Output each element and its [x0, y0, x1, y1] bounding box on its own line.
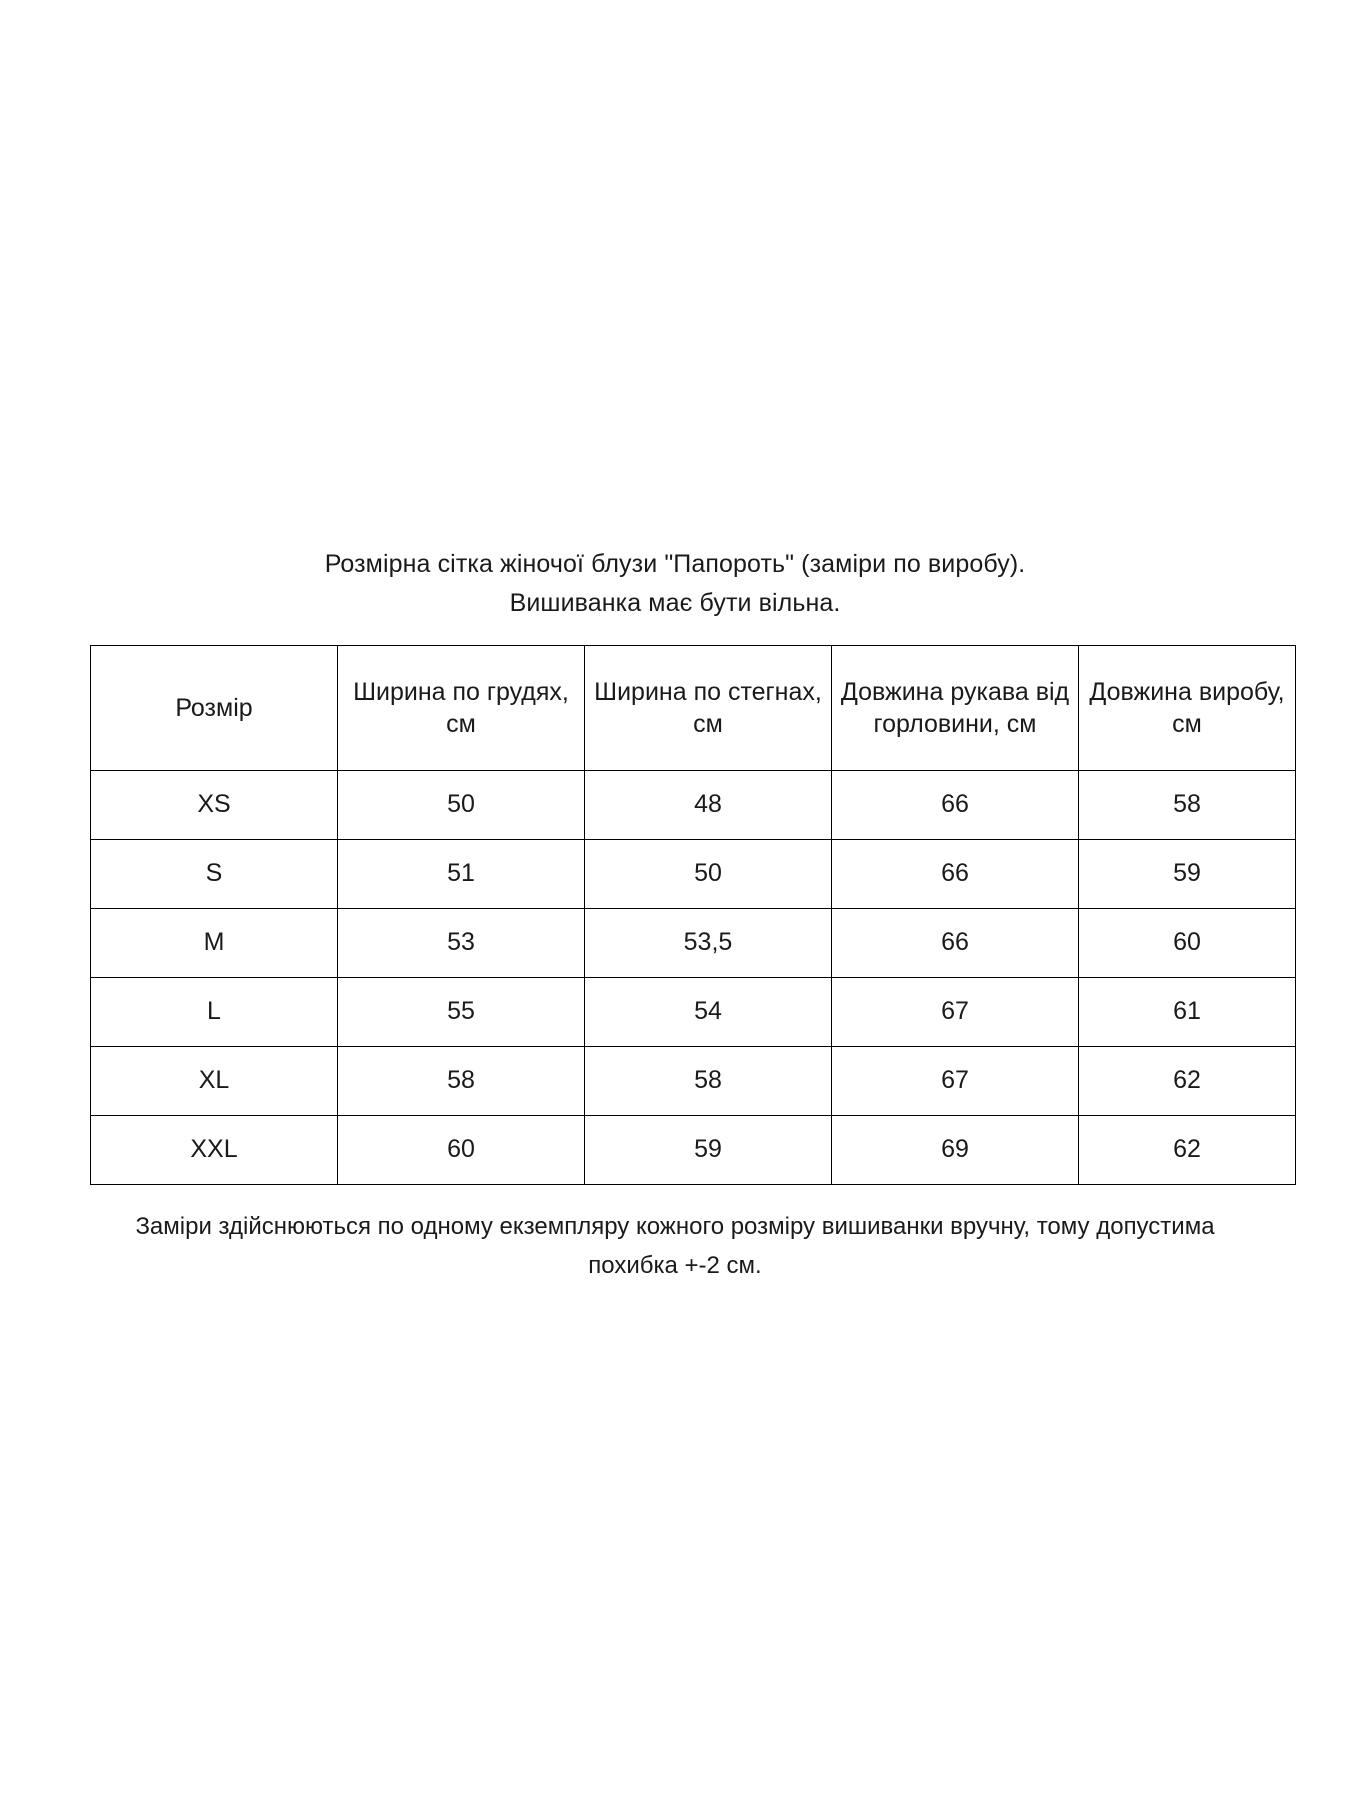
- size-table: [90, 645, 1296, 1185]
- table-row: [91, 1115, 1296, 1184]
- table-header-hips: Ширина по стегнах, см: [585, 645, 832, 770]
- cell-sleeve: 67: [832, 977, 1079, 1046]
- cell-sleeve: 66: [832, 839, 1079, 908]
- title-line-2: Вишиванка має бути вільна.: [509, 588, 841, 617]
- cell-size: XL: [91, 1046, 338, 1115]
- table-row: [91, 839, 1296, 908]
- cell-chest: 55: [338, 977, 585, 1046]
- cell-size: S: [91, 839, 338, 908]
- cell-size: L: [91, 977, 338, 1046]
- table-row: [91, 1046, 1296, 1115]
- cell-chest: 53: [338, 908, 585, 977]
- table-row: [91, 770, 1296, 839]
- table-header-row: [91, 645, 1296, 770]
- title-line-1: Розмірна сітка жіночої блузи "Папороть" (заміри по виробу).: [324, 550, 1026, 578]
- cell-length: 62: [1079, 1046, 1296, 1115]
- cell-length: 58: [1079, 770, 1296, 839]
- cell-length: 61: [1079, 977, 1296, 1046]
- measurement-note: Заміри здійснюються по одному екземпляру кожного розміру вишиванки вручну, тому допустима похибка +-2 см.: [135, 1212, 1215, 1280]
- cell-chest: 50: [338, 770, 585, 839]
- cell-hips: 48: [585, 770, 832, 839]
- cell-length: 59: [1079, 839, 1296, 908]
- size-chart-block: [90, 545, 1285, 1286]
- table-header-sleeve: Довжина рукава від горловини, см: [832, 645, 1079, 770]
- cell-size: M: [91, 908, 338, 977]
- cell-chest: 60: [338, 1115, 585, 1184]
- table-header: [91, 645, 1296, 770]
- cell-sleeve: 67: [832, 1046, 1079, 1115]
- document-title: [90, 545, 1260, 623]
- cell-sleeve: 66: [832, 770, 1079, 839]
- cell-sleeve: 66: [832, 908, 1079, 977]
- table-body: [91, 770, 1296, 1184]
- cell-sleeve: 69: [832, 1115, 1079, 1184]
- cell-hips: 58: [585, 1046, 832, 1115]
- cell-hips: 50: [585, 839, 832, 908]
- table-header-size: Розмір: [91, 645, 338, 770]
- cell-hips: 59: [585, 1115, 832, 1184]
- cell-hips: 54: [585, 977, 832, 1046]
- cell-length: 60: [1079, 908, 1296, 977]
- table-row: [91, 977, 1296, 1046]
- cell-chest: 51: [338, 839, 585, 908]
- cell-hips: 53,5: [585, 908, 832, 977]
- cell-size: XS: [91, 770, 338, 839]
- cell-length: 62: [1079, 1115, 1296, 1184]
- cell-size: XXL: [91, 1115, 338, 1184]
- cell-chest: 58: [338, 1046, 585, 1115]
- table-header-length: Довжина виробу, см: [1079, 645, 1296, 770]
- table-header-chest: Ширина по грудях, см: [338, 645, 585, 770]
- table-row: [91, 908, 1296, 977]
